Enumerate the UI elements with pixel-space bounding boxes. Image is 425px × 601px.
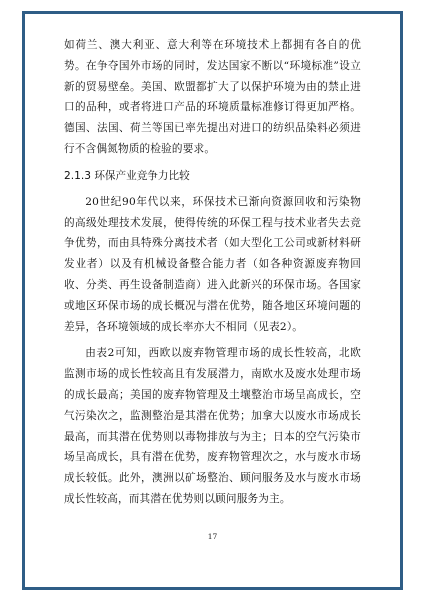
document-body	[64, 35, 361, 516]
paragraph-table2-analysis: 由表2可知，西欧以废弃物管理市场的成长性较高，北欧监测市场的成长性较高且有发展潜力，南欧水及废水处理市场的成长最高；美国的废弃物管理及土壤整治市场呈高成长，空气污染次之，监测整治是其潜在优势；加拿大以废水市场成长最高，而其潜在优势则以毒物排放与为主；日本的空气污染市场呈高成长，具有潜在优势，废弃物管理次之，水与废水市场成长较低。此外，澳洲以矿场整治、顾问服务及水与废水市场成长性较高，而其潜在优势则以顾问服务为主。	[64, 347, 361, 505]
paragraph-environmental-standards: 如荷兰、澳大利亚、意大利等在环境技术上都拥有各自的优势。在争夺国外市场的同时，发达国家不断以“环境标准”设立新的贸易壁垒。美国、欧盟都扩大了以保护环境为由的禁止进口的品种，或者将进口产品的环境质量标准修订得更加严格。德国、法国、荷兰等国已率先提出对进口的纺织品染料必须进行不含偶氮物质的检验的要求。	[64, 39, 361, 155]
section-heading-2-1-3: 2.1.3 环保产业竞争力比较	[64, 169, 190, 182]
page-number: 17	[207, 532, 218, 541]
paragraph-technology-development: 20世纪90年代以来，环保技术已渐向资源回收和污染物的高级处理技术发展，使得传统的环保工程与技术业者失去竞争优势，而由具特殊分离技术者（如大型化工公司或新材料研发业者）以及有机械设备整合能力者（如各种资源废弃物回收、分类、再生设备制造商）进入此新兴的环保市场。各国家或地区环保市场的成长概况与潜在优势，随各地区环境问题的差异，各环境领域的成长率亦大不相同（见表2）。	[64, 195, 361, 333]
